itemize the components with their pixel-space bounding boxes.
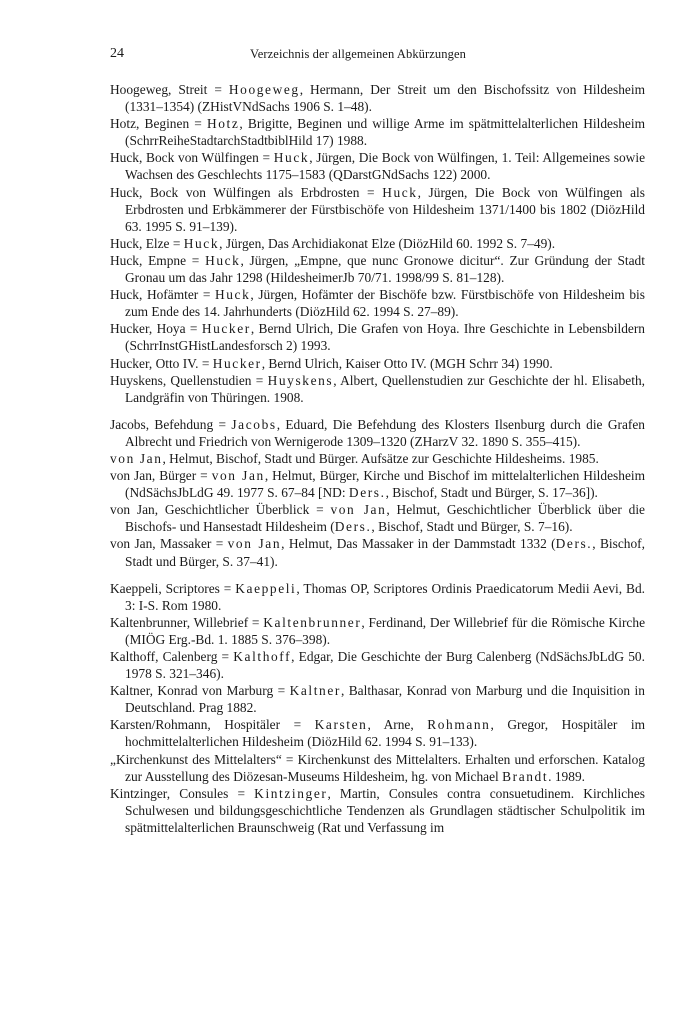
- entry-text: von Jan, Geschichtlicher Überblick =: [110, 502, 331, 518]
- abbreviation-entry: [110, 785, 645, 836]
- author-name: von Jan: [330, 502, 387, 518]
- abbreviation-entry: [110, 252, 645, 286]
- page-number: 24: [110, 46, 124, 61]
- entry-text: , Arne,: [367, 717, 428, 733]
- entry-text: Hoogeweg, Streit =: [110, 82, 229, 97]
- entry-text: Karsten/Rohmann, Hospitäler =: [110, 717, 315, 733]
- abbreviation-entry: [110, 286, 645, 320]
- entry-text: Huck, Elze =: [110, 235, 184, 251]
- author-name: von Jan: [211, 468, 265, 484]
- abbreviation-list: [110, 81, 645, 836]
- abbreviation-entry: [110, 751, 645, 785]
- author-name: Hotz: [206, 116, 240, 132]
- entry-text: , Bischof, Stadt und Bürger, S. 7–16).: [371, 519, 573, 535]
- entry-text: Huck, Bock von Wülfingen =: [110, 150, 274, 166]
- entry-text: , Helmut, Geschichtlicher Überblick über die Bischofs- und Hansestadt Hildesheim (: [125, 502, 645, 535]
- entry-text: . 1989.: [548, 768, 585, 784]
- entry-text: Huck, Hofämter =: [110, 287, 215, 303]
- group-separator: [110, 406, 645, 416]
- entry-text: , Bernd Ulrich, Kaiser Otto IV. (MGH Schrr 34) 1990.: [261, 355, 553, 371]
- entry-text: Huck, Bock von Wülfingen als Erbdrosten =: [110, 184, 383, 200]
- author-name: Hoogeweg: [228, 82, 300, 97]
- abbreviation-entry: [110, 716, 645, 750]
- abbreviation-entry: [110, 81, 645, 115]
- author-name: von Jan: [110, 450, 163, 466]
- abbreviation-entry: [110, 450, 645, 467]
- entry-text: Kaltenbrunner, Willebrief =: [110, 614, 264, 630]
- entry-text: von Jan, Massaker =: [110, 536, 228, 552]
- author-name: Ders.: [334, 519, 372, 535]
- group-separator: [110, 570, 645, 580]
- entry-text: , Jürgen, Das Archidiakonat Elze (DiözHild 60. 1992 S. 7–49).: [219, 235, 556, 251]
- entry-text: Kaltner, Konrad von Marburg =: [110, 683, 290, 699]
- entry-text: , Jürgen, Die Bock von Wülfingen, 1. Teil: Allgemeines sowie Wachsen des Geschlechts 1175–1583 (QDarstGNdSachs 122) 2000.: [125, 150, 646, 183]
- entry-text: , Jürgen, Hofämter der Bischöfe bzw. Fürstbischöfe von Hildesheim bis zum Ende des 14. Jahrhunderts (DiözHild 62. 1994 S. 27–89).: [125, 287, 645, 320]
- author-name: Ders.: [555, 536, 593, 552]
- abbreviation-entry: [110, 320, 645, 354]
- author-name: Hucker: [212, 355, 262, 371]
- abbreviation-entry: [110, 648, 645, 682]
- author-name: Jacobs: [231, 416, 277, 432]
- abbreviation-entry: [110, 614, 645, 648]
- entry-text: , Bischof, Stadt und Bürger, S. 37–41).: [125, 536, 645, 569]
- abbreviation-entry: [110, 355, 645, 372]
- entry-text: , Helmut, Bürger, Kirche und Bischof im mittelalterlichen Hildesheim (NdSächsJbLdG 49. 1977 S. 67–84 [ND:: [125, 468, 646, 501]
- author-name: Huck: [382, 184, 418, 200]
- entry-text: , Gregor, Hospitäler im hochmittelalterlichen Hildesheim (DiözHild 62. 1994 S. 91–133).: [125, 717, 645, 750]
- entry-text: Hucker, Hoya =: [110, 321, 202, 337]
- entry-text: , Eduard, Die Befehdung des Klosters Ilsenburg durch die Grafen Albrecht und Friedrich von Wernigerode 1309–1320 (ZHarzV 32. 1890 S. 355–415).: [125, 416, 645, 449]
- abbreviation-entry: [110, 467, 645, 501]
- entry-text: , Brigitte, Beginen und willige Arme im spätmittelalterlichen Hildesheim (SchrrReiheStadtarchStadtbiblHild 17) 1988.: [125, 116, 645, 149]
- entry-text: , Helmut, Das Massaker in der Dammstadt 1332 (: [281, 536, 556, 552]
- author-name: Kaeppeli: [235, 580, 297, 596]
- entry-text: Huyskens, Quellenstudien =: [110, 372, 268, 388]
- author-name: Karsten: [314, 717, 368, 733]
- author-name: Huck: [205, 252, 241, 268]
- author-name: Kintzinger: [254, 785, 328, 801]
- abbreviation-entry: [110, 501, 645, 535]
- entry-text: , Hermann, Der Streit um den Bischofssitz von Hildesheim (1331–1354) (ZHistVNdSachs 1906 S. 1–48).: [125, 82, 645, 115]
- entry-text: Kaeppeli, Scriptores =: [110, 580, 236, 596]
- entry-text: , Jürgen, „Empne, que nunc Gronowe dicitur“. Zur Gründung der Stadt Gronau um das Jahr 1298 (HildesheimerJb 70/71. 1998/99 S. 81–128).: [125, 252, 645, 286]
- author-name: Huck: [183, 235, 220, 251]
- abbreviation-entry: [110, 416, 645, 450]
- entry-text: , Bischof, Stadt und Bürger, S. 17–36]).: [385, 485, 598, 501]
- entry-text: , Helmut, Bischof, Stadt und Bürger. Aufsätze zur Geschichte Hildesheims. 1985.: [162, 450, 599, 466]
- abbreviation-entry: [110, 184, 645, 235]
- entry-text: „Kirchenkunst des Mittelalters“ = Kirchenkunst des Mittelalters. Erhalten und erforschen. Katalog zur Ausstellung des Diözesan-Museums Hildesheim, hg. von Michael: [110, 751, 645, 784]
- author-name: Huck: [273, 150, 310, 166]
- author-name: Kaltenbrunner: [263, 614, 362, 630]
- entry-text: , Bernd Ulrich, Die Grafen von Hoya. Ihre Geschichte in Lebensbildern (SchrrInstGHistLandesforsch 2) 1993.: [125, 321, 645, 354]
- abbreviation-entry: [110, 580, 645, 614]
- entry-text: , Balthasar, Konrad von Marburg und die Inquisition in Deutschland. Prag 1882.: [125, 683, 645, 716]
- author-name: Huyskens: [267, 372, 334, 388]
- entry-text: , Albert, Quellenstudien zur Geschichte der hl. Elisabeth, Landgräfin von Thüringen. 1908.: [125, 372, 645, 405]
- entry-text: Hotz, Beginen =: [110, 116, 207, 132]
- entry-text: Huck, Empne =: [110, 252, 206, 268]
- author-name: Brandt: [502, 768, 549, 784]
- abbreviation-entry: [110, 115, 645, 149]
- entry-text: , Thomas OP, Scriptores Ordinis Praedicatorum Medii Aevi, Bd. 3: I-S. Rom 1980.: [125, 580, 645, 613]
- abbreviation-entry: [110, 372, 645, 406]
- entry-text: Kintzinger, Consules =: [110, 785, 255, 801]
- author-name: Rohmann: [427, 717, 491, 733]
- author-name: Huck: [214, 287, 251, 303]
- author-name: Ders.: [348, 485, 386, 501]
- abbreviation-entry: [110, 682, 645, 716]
- abbreviation-entry: [110, 235, 645, 252]
- running-head: Verzeichnis der allgemeinen Abkürzungen: [250, 47, 466, 61]
- author-name: Hucker: [201, 321, 251, 337]
- entry-text: Jacobs, Befehdung =: [110, 416, 232, 432]
- entry-text: , Martin, Consules contra consuetudinem. Kirchliches Schulwesen und bildungsgeschichtliche Tendenzen als Grundlagen städtischer Schulpolitik im spätmittelalterlichen Braunschweig (Rat und Verfassung im: [125, 785, 645, 835]
- author-name: Kalthoff: [233, 649, 292, 664]
- entry-text: von Jan, Bürger =: [110, 468, 212, 484]
- entry-text: Kalthoff, Calenberg =: [110, 649, 234, 664]
- entry-text: Hucker, Otto IV. =: [110, 355, 213, 371]
- entry-text: , Edgar, Die Geschichte der Burg Calenberg (NdSächsJbLdG 50. 1978 S. 321–346).: [125, 649, 645, 682]
- abbreviation-entry: [110, 149, 645, 183]
- author-name: Kaltner: [289, 683, 341, 699]
- entry-text: , Jürgen, Die Bock von Wülfingen als Erbdrosten und Erbkämmerer der Fürstbischöfe von Hildesheim 1371/1400 bis 1802 (DiözHild 63. 1995 S. 91–139).: [125, 184, 645, 234]
- author-name: von Jan: [227, 536, 282, 552]
- entry-text: , Ferdinand, Der Willebrief für die Römische Kirche (MIÖG Erg.-Bd. 1. 1885 S. 376–398).: [125, 614, 646, 647]
- abbreviation-entry: [110, 535, 645, 569]
